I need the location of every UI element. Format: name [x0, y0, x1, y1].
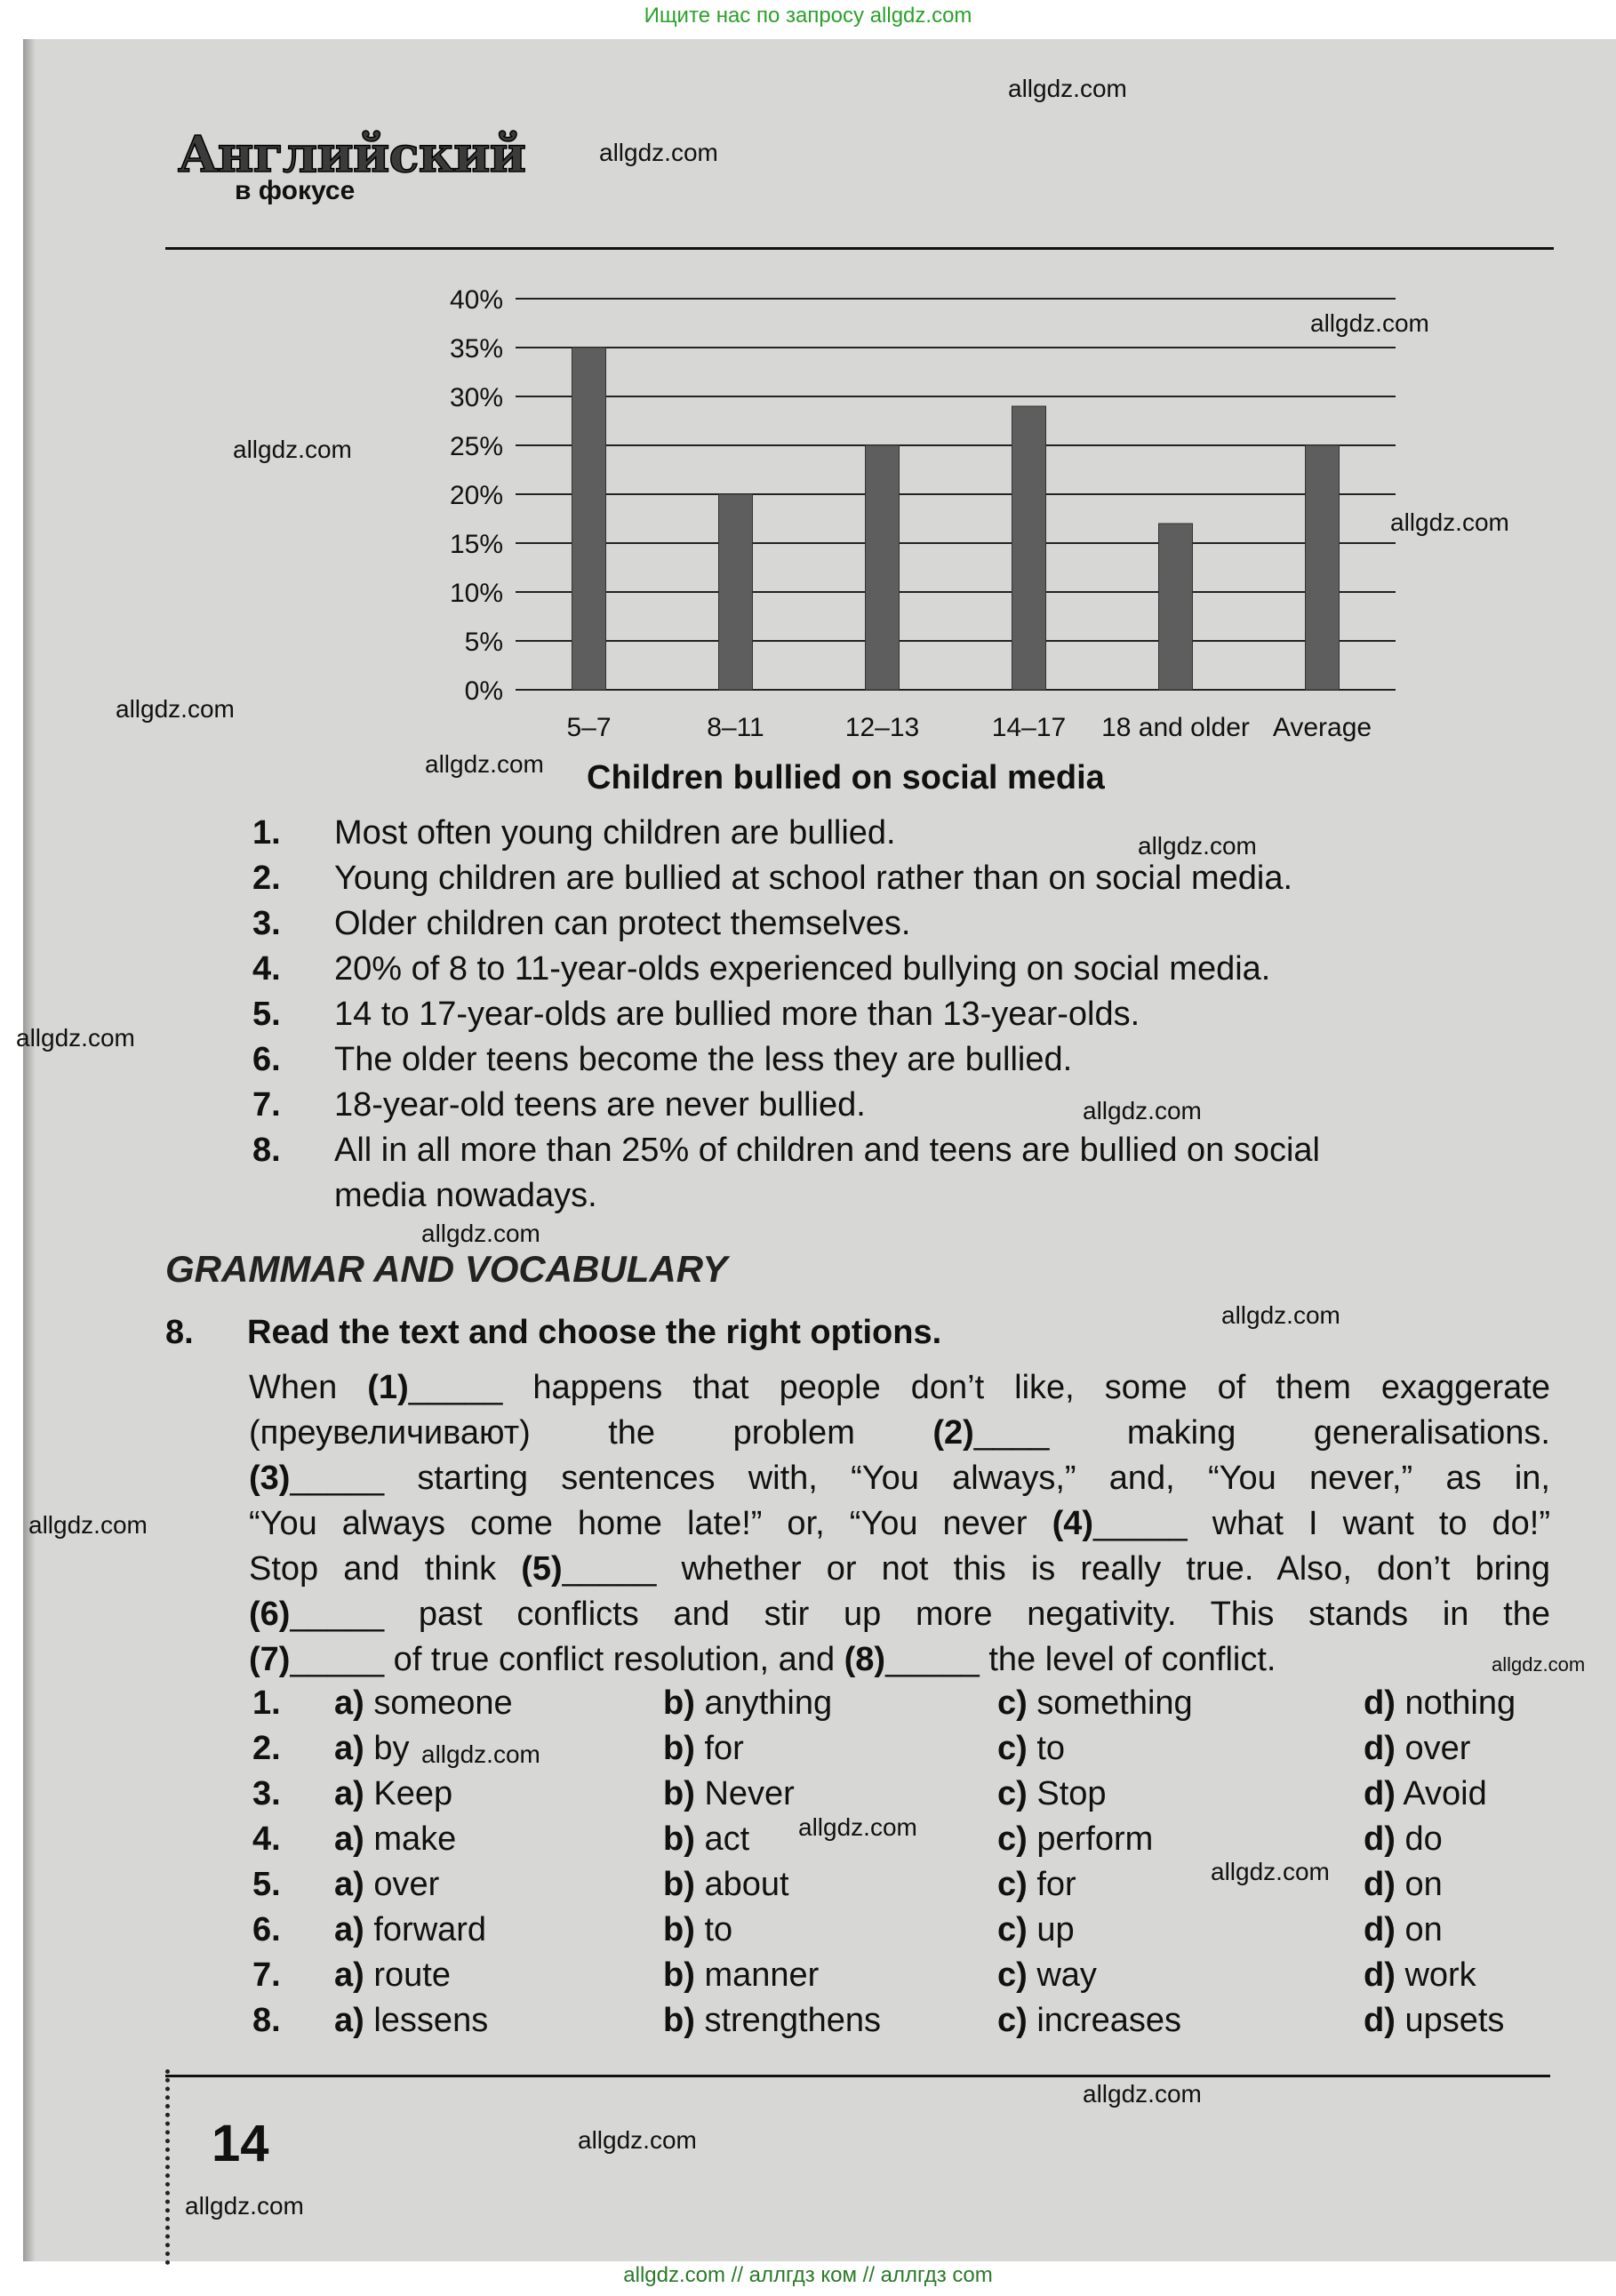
- watermark[interactable]: allgdz.com: [599, 139, 718, 166]
- option-letter: a): [334, 2002, 364, 2039]
- statement-text: 18-year-old teens are never bullied.: [334, 1086, 866, 1124]
- passage-text: _____ the level of conflict.: [885, 1641, 1276, 1678]
- option-number: 6.: [252, 1911, 281, 1948]
- option-a[interactable]: [334, 1775, 452, 1813]
- header-rule: [165, 247, 1554, 250]
- x-category-label: 5–7: [566, 713, 612, 742]
- option-a[interactable]: [334, 2002, 488, 2040]
- passage-line-1: [249, 1369, 1550, 1407]
- option-text: up: [1036, 1911, 1075, 1948]
- option-b[interactable]: [663, 1956, 819, 1995]
- option-d[interactable]: [1364, 1820, 1443, 1859]
- statement-3: [252, 905, 910, 943]
- option-number: 4.: [252, 1820, 281, 1858]
- option-d[interactable]: [1364, 1730, 1470, 1768]
- option-text: by: [373, 1730, 410, 1767]
- statement-number: 3.: [252, 905, 281, 942]
- logo-subtitle: в фокусе: [235, 176, 356, 205]
- option-number: 1.: [252, 1684, 281, 1722]
- passage-text: _____ of true conflict resolution, and: [290, 1641, 844, 1678]
- gap-marker: (4): [1052, 1505, 1094, 1542]
- statement-8: [252, 1132, 1320, 1170]
- watermark[interactable]: allgdz.com: [798, 1813, 917, 1841]
- x-category-label: 8–11: [707, 713, 764, 742]
- option-letter: b): [663, 1911, 695, 1948]
- chart-svg: [391, 276, 1422, 756]
- option-letter: c): [997, 1866, 1028, 1903]
- passage-line-3: [249, 1460, 1550, 1498]
- statement-text: 14 to 17-year-olds are bullied more than 13-year-olds.: [334, 996, 1140, 1033]
- statement-number: 7.: [252, 1086, 281, 1124]
- statement-number: 8.: [252, 1132, 281, 1169]
- option-text: Stop: [1036, 1775, 1107, 1812]
- passage-text: _____ starting sentences with, “You always,” and, “You never,” as in,: [290, 1460, 1550, 1497]
- logo-title: Английский: [178, 125, 526, 184]
- passage-text: (преувеличивают) the problem: [249, 1414, 933, 1452]
- option-text: over: [373, 1866, 440, 1903]
- watermark[interactable]: allgdz.com: [421, 1220, 540, 1247]
- option-b[interactable]: [663, 1684, 832, 1723]
- passage-line-7: [249, 1641, 1550, 1679]
- option-d[interactable]: [1364, 2002, 1504, 2040]
- gap-marker: (8): [844, 1641, 886, 1678]
- y-tick-label: 5%: [464, 628, 503, 657]
- statement-8-continuation: media nowadays.: [334, 1177, 597, 1214]
- option-b[interactable]: [663, 1775, 795, 1813]
- bottom-site-notice[interactable]: allgdz.com // аллгдз ком // аллгдз com: [623, 2263, 993, 2287]
- option-d[interactable]: [1364, 1775, 1487, 1813]
- option-letter: a): [334, 1730, 364, 1767]
- option-text: increases: [1036, 2002, 1181, 2039]
- statement-number: 1.: [252, 814, 281, 852]
- option-number: 2.: [252, 1730, 281, 1767]
- option-text: lessens: [373, 2002, 489, 2039]
- option-a[interactable]: [334, 1684, 513, 1723]
- statement-number: 4.: [252, 950, 281, 988]
- option-a[interactable]: [334, 1820, 456, 1859]
- y-tick-label: 10%: [449, 579, 503, 608]
- option-b[interactable]: [663, 1820, 749, 1859]
- bar: [1306, 445, 1340, 690]
- y-tick-label: 15%: [449, 530, 503, 559]
- option-number: 3.: [252, 1775, 281, 1812]
- option-number: 5.: [252, 1866, 281, 1903]
- option-b[interactable]: [663, 1911, 732, 1949]
- option-c[interactable]: [997, 1866, 1076, 1904]
- option-b[interactable]: [663, 2002, 881, 2040]
- bar: [866, 445, 900, 690]
- option-letter: d): [1364, 2002, 1396, 2039]
- watermark[interactable]: allgdz.com: [1390, 508, 1509, 536]
- option-letter: d): [1364, 1730, 1396, 1767]
- passage-line-2: [249, 1414, 1550, 1452]
- statement-number: 5.: [252, 996, 281, 1033]
- option-row: [252, 1956, 1568, 2001]
- y-tick-label: 0%: [464, 676, 503, 706]
- option-d[interactable]: [1364, 1956, 1476, 1995]
- section-heading: GRAMMAR AND VOCABULARY: [165, 1248, 728, 1290]
- gap-marker: (6): [249, 1596, 291, 1633]
- option-text: anything: [704, 1684, 833, 1722]
- option-text: way: [1036, 1956, 1097, 1994]
- option-text: for: [1036, 1866, 1076, 1903]
- option-text: about: [704, 1866, 789, 1903]
- statement-4: [252, 950, 1270, 988]
- option-letter: c): [997, 2002, 1028, 2039]
- task-number: 8.: [165, 1314, 194, 1351]
- option-letter: c): [997, 1730, 1028, 1767]
- option-number: 8.: [252, 2002, 281, 2039]
- option-text: Keep: [373, 1775, 453, 1812]
- option-letter: b): [663, 1820, 695, 1858]
- option-letter: a): [334, 1684, 364, 1722]
- option-text: on: [1404, 1866, 1443, 1903]
- option-d[interactable]: [1364, 1866, 1443, 1904]
- x-category-label: Average: [1272, 713, 1372, 742]
- option-a[interactable]: [334, 1866, 439, 1904]
- option-text: route: [373, 1956, 451, 1994]
- option-c[interactable]: [997, 1775, 1107, 1813]
- option-letter: c): [997, 1956, 1028, 1994]
- option-row: [252, 2002, 1568, 2046]
- option-letter: c): [997, 1684, 1028, 1722]
- x-category-label: 12–13: [844, 713, 920, 742]
- option-text: upsets: [1404, 2002, 1505, 2039]
- watermark[interactable]: allgdz.com: [16, 1024, 135, 1052]
- option-letter: d): [1364, 1911, 1396, 1948]
- watermark[interactable]: allgdz.com: [1310, 309, 1429, 337]
- gap-marker: (3): [249, 1460, 291, 1497]
- statement-number: 6.: [252, 1041, 281, 1078]
- passage-line-6: [249, 1596, 1550, 1634]
- x-category-label: 14–17: [991, 713, 1067, 742]
- task-heading: [165, 1314, 941, 1352]
- footer-dotted-border: [165, 2069, 170, 2265]
- option-letter: c): [997, 1820, 1028, 1858]
- option-text: on: [1404, 1911, 1443, 1948]
- passage-text: _____ whether or not this is really true. Also, don’t bring: [562, 1550, 1551, 1588]
- option-text: Avoid: [1403, 1775, 1487, 1812]
- option-text: to: [704, 1911, 733, 1948]
- option-letter: a): [334, 1911, 364, 1948]
- passage-text: _____ what I want to do!”: [1093, 1505, 1550, 1542]
- bar: [1159, 524, 1193, 690]
- option-letter: a): [334, 1866, 364, 1903]
- option-text: perform: [1036, 1820, 1154, 1858]
- top-site-notice[interactable]: Ищите нас по запросу allgdz.com: [644, 4, 972, 28]
- option-letter: b): [663, 1866, 695, 1903]
- watermark[interactable]: allgdz.com: [28, 1511, 148, 1539]
- statement-6: [252, 1041, 1072, 1079]
- option-letter: d): [1364, 1820, 1396, 1858]
- option-text: over: [1404, 1730, 1471, 1767]
- watermark[interactable]: allgdz.com: [1221, 1301, 1340, 1329]
- statement-text: Most often young children are bullied.: [334, 814, 896, 852]
- option-letter: d): [1364, 1684, 1396, 1722]
- bar: [572, 348, 606, 690]
- option-text: act: [704, 1820, 750, 1858]
- watermark[interactable]: allgdz.com: [233, 436, 352, 463]
- statement-5: [252, 996, 1140, 1034]
- watermark[interactable]: allgdz.com: [578, 2126, 697, 2154]
- statement-1: [252, 814, 896, 852]
- option-letter: c): [997, 1911, 1028, 1948]
- option-letter: b): [663, 1956, 695, 1994]
- option-letter: b): [663, 1684, 695, 1722]
- statement-text: All in all more than 25% of children and teens are bullied on social: [334, 1132, 1320, 1169]
- option-c[interactable]: [997, 1956, 1097, 1995]
- bar-chart: [391, 276, 1422, 756]
- option-c[interactable]: [997, 1820, 1153, 1859]
- x-category-label: 18 and older: [1101, 713, 1250, 742]
- option-a[interactable]: [334, 1730, 410, 1768]
- passage-text: “You always come home late!” or, “You never: [249, 1505, 1052, 1542]
- bar: [719, 494, 753, 690]
- watermark[interactable]: allgdz.com: [1083, 2080, 1202, 2108]
- y-tick-label: 40%: [449, 285, 503, 315]
- option-c[interactable]: [997, 1911, 1075, 1949]
- option-text: do: [1404, 1820, 1443, 1858]
- watermark[interactable]: allgdz.com: [421, 1740, 540, 1768]
- option-letter: d): [1364, 1775, 1396, 1812]
- book-logo: [178, 125, 526, 206]
- statement-text: The older teens become the less they are bullied.: [334, 1041, 1073, 1078]
- option-text: make: [373, 1820, 457, 1858]
- option-text: forward: [373, 1911, 487, 1948]
- option-row: [252, 1684, 1568, 1729]
- y-tick-label: 25%: [449, 432, 503, 461]
- option-row: [252, 1911, 1568, 1956]
- watermark[interactable]: allgdz.com: [1008, 75, 1127, 102]
- chart-title: Children bullied on social media: [587, 759, 1105, 796]
- option-text: nothing: [1404, 1684, 1516, 1722]
- footer-rule: [165, 2075, 1550, 2077]
- option-text: someone: [373, 1684, 513, 1722]
- option-b[interactable]: [663, 1866, 789, 1904]
- option-text: Never: [704, 1775, 795, 1812]
- option-letter: a): [334, 1775, 364, 1812]
- y-tick-label: 30%: [449, 383, 503, 412]
- watermark[interactable]: allgdz.com: [185, 2192, 304, 2220]
- option-d[interactable]: [1364, 1911, 1443, 1949]
- gap-marker: (7): [249, 1641, 291, 1678]
- page-number: 14: [212, 2115, 269, 2172]
- passage-text: ____ making generalisations.: [973, 1414, 1550, 1452]
- option-text: for: [704, 1730, 744, 1767]
- option-text: strengthens: [704, 2002, 882, 2039]
- statement-text: Young children are bullied at school rather than on social media.: [334, 860, 1293, 897]
- option-text: manner: [704, 1956, 820, 1994]
- option-text: work: [1404, 1956, 1476, 1994]
- passage-text: _____ past conflicts and stir up more negativity. This stands in the: [290, 1596, 1550, 1633]
- watermark[interactable]: allgdz.com: [425, 750, 544, 778]
- watermark[interactable]: allgdz.com: [116, 695, 235, 723]
- option-letter: b): [663, 1775, 695, 1812]
- option-letter: b): [663, 1730, 695, 1767]
- statement-2: [252, 860, 1292, 898]
- gap-marker: (1): [367, 1369, 409, 1406]
- passage-line-5: [249, 1550, 1550, 1588]
- gap-marker: (5): [521, 1550, 563, 1588]
- option-letter: a): [334, 1956, 364, 1994]
- watermark[interactable]: allgdz.com: [1492, 1653, 1586, 1676]
- task-title: Read the text and choose the right options.: [247, 1314, 942, 1351]
- y-tick-label: 35%: [449, 334, 503, 364]
- watermark[interactable]: allgdz.com: [1138, 832, 1257, 860]
- option-number: 7.: [252, 1956, 281, 1994]
- gap-marker: (2): [932, 1414, 974, 1452]
- passage-line-4: [249, 1505, 1550, 1543]
- passage-text: _____ happens that people don’t like, some of them exaggerate: [408, 1369, 1551, 1406]
- statement-text: 20% of 8 to 11-year-olds experienced bullying on social media.: [334, 950, 1271, 988]
- option-a[interactable]: [334, 1911, 486, 1949]
- option-letter: d): [1364, 1866, 1396, 1903]
- option-text: something: [1036, 1684, 1193, 1722]
- option-letter: c): [997, 1775, 1028, 1812]
- y-tick-label: 20%: [449, 481, 503, 510]
- watermark[interactable]: allgdz.com: [1083, 1097, 1202, 1124]
- option-b[interactable]: [663, 1730, 744, 1768]
- option-letter: a): [334, 1820, 364, 1858]
- watermark[interactable]: allgdz.com: [1211, 1858, 1330, 1885]
- option-c[interactable]: [997, 1684, 1193, 1723]
- statement-7: [252, 1086, 866, 1124]
- option-c[interactable]: [997, 2002, 1181, 2040]
- option-text: to: [1036, 1730, 1066, 1767]
- option-c[interactable]: [997, 1730, 1065, 1768]
- option-letter: d): [1364, 1956, 1396, 1994]
- passage-text: When: [249, 1369, 368, 1406]
- page-binding-shadow: [23, 39, 36, 2261]
- passage-text: Stop and think: [249, 1550, 522, 1588]
- option-row: [252, 1866, 1568, 1910]
- statement-text: Older children can protect themselves.: [334, 905, 911, 942]
- statement-number: 2.: [252, 860, 281, 897]
- option-d[interactable]: [1364, 1684, 1516, 1723]
- option-letter: b): [663, 2002, 695, 2039]
- option-a[interactable]: [334, 1956, 451, 1995]
- bar: [1012, 406, 1046, 690]
